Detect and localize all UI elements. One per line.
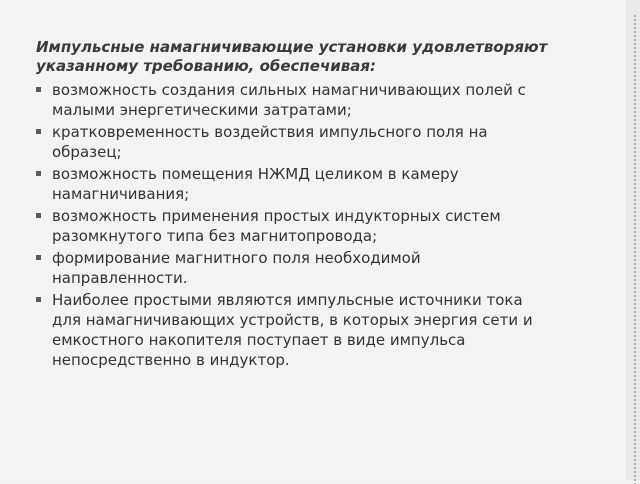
bullet-text: формирование магнитного поля необходимой направленности.: [52, 249, 421, 287]
bullet-marker-icon: [36, 213, 41, 218]
bullet-list: [36, 80, 556, 370]
bullet-item: [36, 122, 556, 162]
bullet-item: [36, 290, 556, 370]
slide-edge-decoration: [626, 0, 640, 480]
bullet-text: возможность создания сильных намагничивающих полей с малыми энергетическими затратами;: [52, 81, 526, 119]
bullet-item: [36, 248, 556, 288]
bullet-marker-icon: [36, 129, 41, 134]
bullet-marker-icon: [36, 255, 41, 260]
bullet-item: [36, 164, 556, 204]
slide-heading: Импульсные намагничивающие установки удовлетворяют указанному требованию, обеспечивая:: [36, 38, 548, 75]
bullet-marker-icon: [36, 87, 41, 92]
slide-content: [36, 38, 556, 372]
bullet-marker-icon: [36, 171, 41, 176]
bullet-item: [36, 206, 556, 246]
bullet-text: возможность помещения НЖМД целиком в камеру намагничивания;: [52, 165, 459, 203]
bullet-marker-icon: [36, 297, 41, 302]
bullet-text: кратковременность воздействия импульсного поля на образец;: [52, 123, 488, 161]
bullet-item: [36, 80, 556, 120]
dotted-border-decoration: [632, 14, 638, 484]
bullet-text: Наиболее простыми являются импульсные источники тока для намагничивающих устройств, в которых энергия сети и емкостного накопителя поступает в виде импульса непосредственно в индуктор.: [52, 291, 533, 369]
bullet-text: возможность применения простых индукторных систем разомкнутого типа без магнитопровода;: [52, 207, 501, 245]
